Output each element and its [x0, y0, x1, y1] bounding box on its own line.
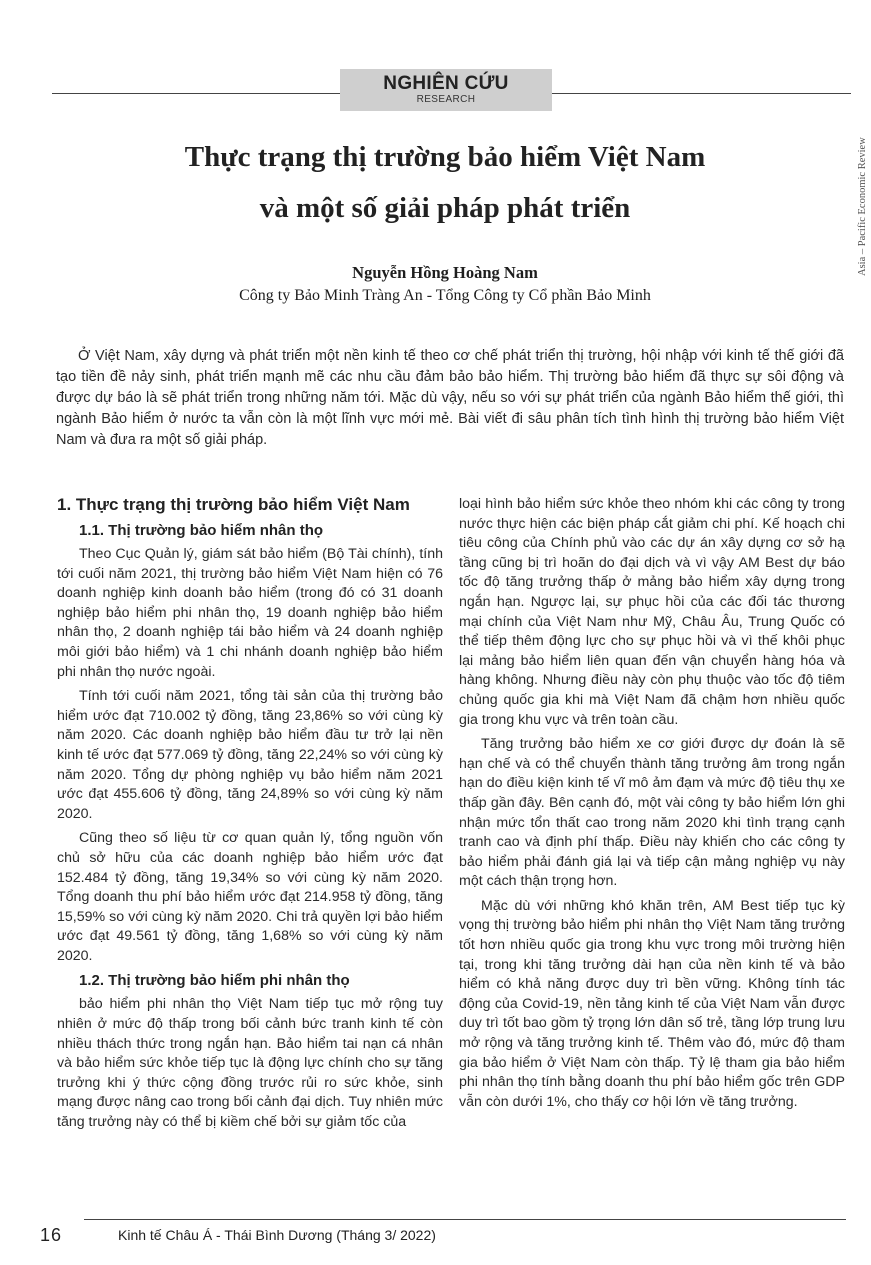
page-number: 16 — [40, 1225, 63, 1245]
left-column — [57, 494, 443, 1138]
section-banner — [340, 69, 552, 111]
article-title-line-1: Thực trạng thị trường bảo hiểm Việt Nam — [184, 141, 706, 173]
side-journal-label — [855, 96, 869, 276]
section-subtitle: RESEARCH — [416, 94, 476, 105]
subsection-heading-1-2: 1.2. Thị trường bảo hiểm phi nhân thọ — [79, 972, 350, 990]
side-journal-text: Asia – Pacific Economic Review — [857, 137, 868, 276]
paragraph: Cũng theo số liệu từ cơ quan quản lý, tổng nguồn vốn chủ sở hữu của các doanh nghiệp bảo hiểm ước đạt 152.484 tỷ đồng, tăng 19,34% so với cùng kỳ năm 2020. Tổng doanh thu phí bảo hiểm ước đạt 214.958 tỷ đồng, tăng 15,59% so với cùng kỳ năm 2020. Chi trả quyền lợi bảo hiểm ước đạt 49.561 tỷ đồng, tăng 1,68% so với cùng kỳ năm 2020. — [57, 830, 443, 964]
journal-footer: Kinh tế Châu Á - Thái Bình Dương (Tháng 3/ 2022) — [118, 1227, 436, 1243]
author-affiliation: Công ty Bảo Minh Tràng An - Tổng Công ty Cổ phần Bảo Minh — [239, 287, 651, 304]
paragraph: Tính tới cuối năm 2021, tổng tài sản của thị trường bảo hiểm ước đạt 710.002 tỷ đồng, tăng 23,86% so với cùng kỳ năm 2020. Các doanh nghiệp bảo hiểm đầu tư trở lại nền kinh tế ước đạt 577.069 tỷ đồng, tăng 22,24% so với cùng kỳ năm 2020. Tổng dự phòng nghiệp vụ bảo hiểm năm 2021 ước đạt 455.606 tỷ đồng, tăng 24,89% so với cùng kỳ năm 2020. — [57, 688, 443, 822]
abstract: Ở Việt Nam, xây dựng và phát triển một nền kinh tế theo cơ chế phát triển thị trường, hội nhập với kinh tế thế giới đã tạo tiền đề nảy sinh, phát triển mạnh mẽ các nhu cầu đảm bảo bảo hiểm. Thị trường bảo hiểm đã thực sự sôi động và được dự báo là sẽ phát triển trong những năm tới. Mặc dù vậy, nếu so với sự phát triển của ngành Bảo hiểm thế giới, thì ngành Bảo hiểm ở nước ta vẫn còn là một lĩnh vực mới mẻ. Bài viết đi sâu phân tích tình hình thị trường bảo hiểm Việt Nam và đưa ra một số giải pháp. — [56, 348, 844, 448]
footer-rule — [84, 1219, 846, 1220]
paragraph: Theo Cục Quản lý, giám sát bảo hiểm (Bộ Tài chính), tính tới cuối năm 2021, thị trường bảo hiểm Việt Nam hiện có 76 doanh nghiệp kinh doanh bảo hiểm (trong đó có 31 doanh nghiệp bảo hiểm phi nhân thọ, 19 doanh nghiệp bảo hiểm nhân thọ, 2 doanh nghiệp tái bảo hiểm và 24 doanh nghiệp môi giới bảo hiểm) và 1 chi nhánh doanh nghiệp bảo hiểm phi nhân thọ nước ngoài. — [57, 546, 443, 680]
subsection-heading-1-1: 1.1. Thị trường bảo hiểm nhân thọ — [79, 522, 324, 539]
author-name: Nguyễn Hồng Hoàng Nam — [352, 263, 538, 282]
right-column — [459, 495, 845, 1117]
paragraph: Mặc dù với những khó khăn trên, AM Best tiếp tục kỳ vọng thị trường bảo hiểm phi nhân thọ Việt Nam tăng trưởng tốt hơn nhiều quốc gia trong khu vực trong môi trường hiện tại, trong khi tăng trưởng dài hạn của nền kinh tế và bảo hiểm có khả năng được duy trì bền vững. Không tính tác động của Covid-19, nền tảng kinh tế của Việt Nam vẫn được duy trì tốt bao gồm tỷ trọng lớn dân số trẻ, tầng lớp trung lưu mở rộng và tăng trưởng kinh tế. Thêm vào đó, mức độ tham gia bảo hiểm ở Việt Nam còn thấp. Tỷ lệ tham gia bảo hiểm phi nhân thọ tính bằng doanh thu phí bảo hiểm gốc trên GDP vẫn còn dưới 1%, cho thấy cơ hội lớn về tăng trưởng. — [459, 897, 845, 1110]
section-heading-1: 1. Thực trạng thị trường bảo hiểm Việt Nam — [57, 495, 410, 514]
paragraph: Tăng trưởng bảo hiểm xe cơ giới được dự đoán là sẽ hạn chế và có thể chuyển thành tăng trưởng âm trong ngắn hạn do điều kiện kinh tế vĩ mô ảm đạm và mức độ tiêu thụ xe thấp gần đây. Bên cạnh đó, một vài công ty bảo hiểm lớn ghi nhận mức tổn thất cao trong năm 2020 khi tình trạng cạnh tranh cao và định phí thấp. Điều này khiến cho các công ty bảo hiểm phải đánh giá lại và tiếp cận mảng nghiệp vụ này một cách thận trọng hơn. — [459, 736, 845, 890]
paragraph: bảo hiểm phi nhân thọ Việt Nam tiếp tục mở rộng tuy nhiên ở mức độ thấp trong bối cảnh bức tranh kinh tế còn nhiều thách thức trong ngắn hạn. Bảo hiểm tai nạn cá nhân và bảo hiểm sức khỏe tiếp tục là động lực chính cho sự tăng trưởng khi ý thức cộng đồng trước rủi ro sức khỏe, sinh mạng được nâng cao trong bối cảnh đại dịch. Tuy nhiên mức tăng trưởng này có thể bị kiềm chế bởi sự giảm tốc của — [57, 996, 443, 1131]
paragraph: loại hình bảo hiểm sức khỏe theo nhóm khi các công ty trong nước thực hiện các biện pháp cắt giảm chi phí. Kế hoạch chi tiêu công của Chính phủ vào các dự án xây dựng cơ sở hạ tầng cũng bị trì hoãn do đại dịch và vì vậy AM Best dự báo tốc độ tăng trưởng thấp ở mảng bảo hiểm xây dựng trong ngắn hạn. Ngược lại, sự phục hồi của các đối tác thương mại chính của Việt Nam như Mỹ, Châu Âu, Trung Quốc có thể tiếp thêm động lực cho sự phục hồi và vì thế khôi phục lại mảng bảo hiểm liên quan đến vận chuyển hàng hóa và hàng không. Nhưng điều này còn phụ thuộc vào tốc độ tiêm chủng quốc gia khi mà Việt Nam đã chậm hơn nhiều quốc gia trong khu vực và trên toàn cầu. — [459, 496, 845, 728]
article-title-line-2: và một số giải pháp phát triển — [259, 192, 631, 224]
section-title: NGHIÊN CỨU — [383, 73, 509, 94]
